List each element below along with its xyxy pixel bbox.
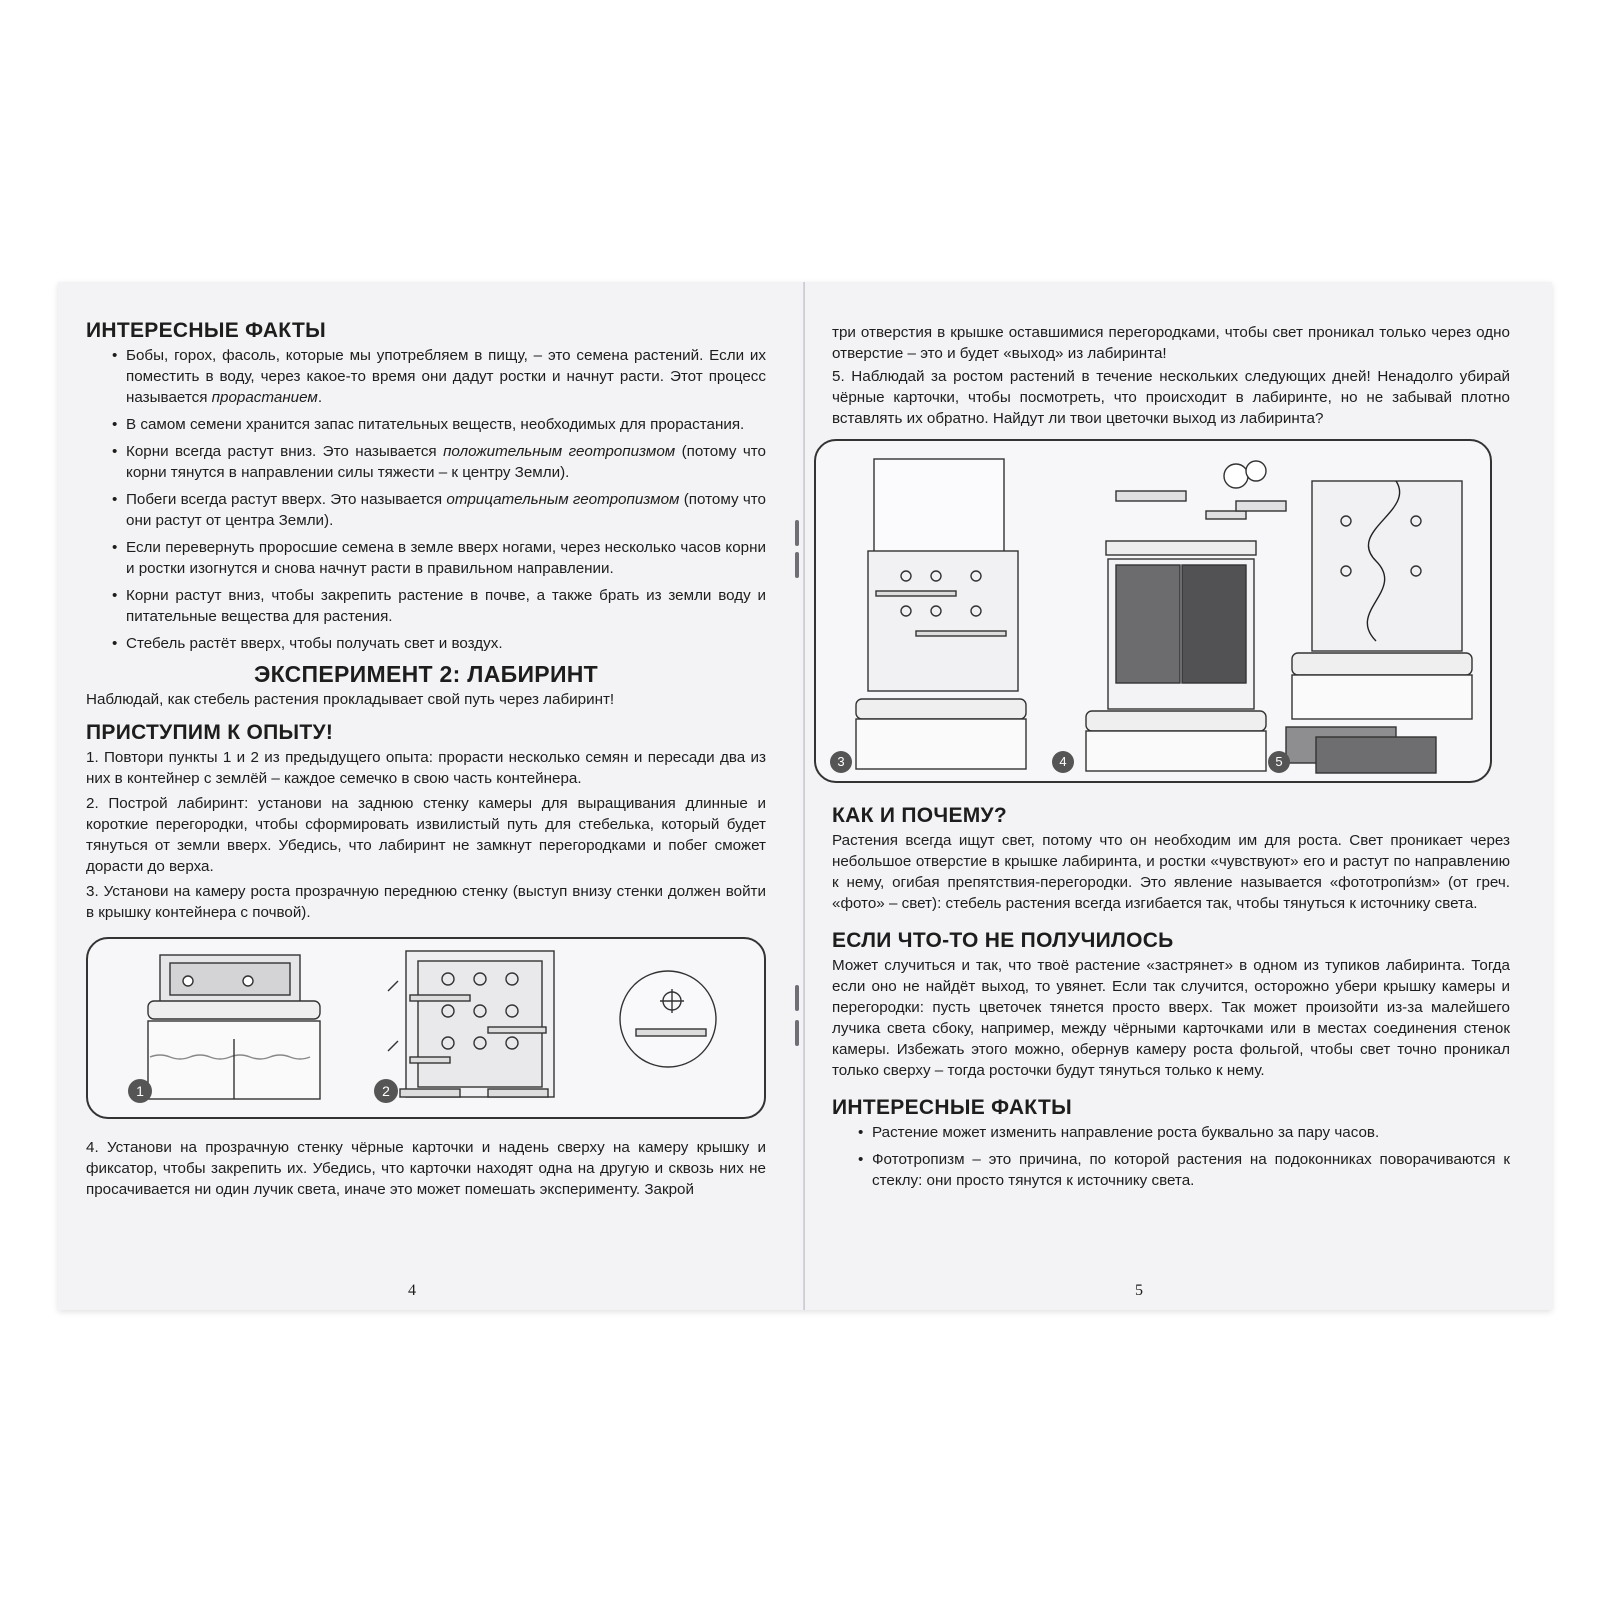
experiment-intro: Наблюдай, как стебель растения прокладывает свой путь через лабиринт! — [86, 691, 615, 708]
staple — [795, 552, 799, 578]
step-3: 3. Установи на камеру роста прозрачную переднюю стенку (выступ внизу стенки должен войти в крышку контейнера с почвой). — [86, 883, 766, 921]
list-item: • В самом семени хранится запас питательных веществ, необходимых для прорастания. — [126, 414, 766, 435]
staple — [795, 985, 799, 1011]
step-5: 5. Наблюдай за ростом растений в течение нескольких следующих дней! Ненадолго убирай чёрные карточки, чтобы посмотреть, что происходит в лабиринте, но не забывай плотно вставлять их обратно. Найдут ли твои цветочки выход из лабиринта? — [832, 368, 1510, 427]
start-heading: ПРИСТУПИМ К ОПЫТУ! — [86, 721, 334, 744]
facts-list-right — [832, 1122, 1510, 1191]
figure-number-badge: 4 — [1052, 751, 1074, 773]
assembly-illustration-1-2 — [88, 939, 768, 1117]
step-1: 1. Повтори пункты 1 и 2 из предыдущего опыта: прорасти несколько семян и пересади два из них в контейнер с землёй – каждое семечко в свою часть контейнера. — [86, 749, 766, 787]
fail-heading: ЕСЛИ ЧТО-ТО НЕ ПОЛУЧИЛОСЬ — [832, 929, 1174, 952]
how-heading: КАК И ПОЧЕМУ? — [832, 804, 1008, 827]
figure-number-badge: 5 — [1268, 751, 1290, 773]
assembly-illustration-3-5 — [816, 441, 1494, 781]
step-4: 4. Установи на прозрачную стенку чёрные карточки и надень сверху на камеру крышку и фиксатор, чтобы закрепить их. Убедись, что карточки находят одна на другую и сквозь них не просачивается ни один лучик света, иначе это может помешать эксперименту. Закрой — [86, 1139, 766, 1198]
list-item: • Побеги всегда растут вверх. Это называется отрицательным геотропизмом (потому что они растут от центра Земли). — [126, 489, 766, 531]
left-page — [86, 320, 766, 1200]
figure-steps-3-5 — [814, 439, 1492, 783]
staple — [795, 520, 799, 546]
facts-list — [86, 345, 766, 654]
list-item: • Фототропизм – это причина, по которой растения на подоконниках поворачиваются к стеклу: они просто тянутся к источнику света. — [872, 1149, 1510, 1191]
fail-text: Может случиться и так, что твоё растение «застрянет» в одном из тупиков лабиринта. Тогда если оно не найдёт выход, то увянет. Если так случится, осторожно убери крышку камеры и перегородки: пусть цветочек тянется просто вверх. Так может произойти из-за малейшего лучика света сбоку, например, между чёрными карточками или в местах соединения стенок камеры. Избежать этого можно, обернув камеру роста фольгой, чтобы свет точно проникал только сверху – тогда росточки будут тянуться только к нему. — [832, 957, 1510, 1079]
facts-heading: ИНТЕРЕСНЫЕ ФАКТЫ — [86, 319, 326, 342]
step-2: 2. Построй лабиринт: установи на заднюю стенку камеры для выращивания длинные и короткие перегородки, чтобы сформировать извилистый путь для стебелька, который будет тянуться от земли вверх. Убедись, что лабиринт не замкнут перегородками и побег сможет дорасти до верха. — [86, 795, 766, 875]
figure-steps-1-2 — [86, 937, 766, 1119]
figure-number-badge: 2 — [374, 1079, 398, 1103]
right-page — [832, 322, 1510, 1197]
booklet-fold — [803, 282, 805, 1310]
page-number: 5 — [1135, 1282, 1143, 1299]
page-number: 4 — [408, 1282, 416, 1299]
list-item: • Стебель растёт вверх, чтобы получать свет и воздух. — [126, 633, 766, 654]
step-continuation: три отверстия в крышке оставшимися перегородками, чтобы свет проникал только через одно отверстие – это и будет «выход» из лабиринта! — [832, 324, 1510, 362]
list-item: • Если перевернуть проросшие семена в земле вверх ногами, через несколько часов корни и ростки изогнутся и снова начнут расти в правильном направлении. — [126, 537, 766, 579]
list-item: • Корни всегда растут вниз. Это называется положительным геотропизмом (потому что корни тянутся в направлении силы тяжести – к центру Земли). — [126, 441, 766, 483]
figure-number-badge: 1 — [128, 1079, 152, 1103]
list-item: • Корни растут вниз, чтобы закрепить растение в почве, а также брать из земли воду и питательные вещества для растения. — [126, 585, 766, 627]
figure-number-badge: 3 — [830, 751, 852, 773]
staple — [795, 1020, 799, 1046]
experiment-title: ЭКСПЕРИМЕНТ 2: ЛАБИРИНТ — [253, 661, 599, 687]
list-item: • Растение может изменить направление роста буквально за пару часов. — [872, 1122, 1510, 1143]
facts-heading-right: ИНТЕРЕСНЫЕ ФАКТЫ — [832, 1096, 1072, 1119]
how-text: Растения всегда ищут свет, потому что он необходим им для роста. Свет проникает через небольшое отверстие в крышке лабиринта, и ростки «чувствуют» его и растут по направлению к нему, огибая препятствия-перегородки. Это явление называется «фототропи́зм» (от греч. «фото» – свет): стебель растения всегда изгибается так, чтобы тянуться к источнику света. — [832, 832, 1510, 912]
list-item: • Бобы, горох, фасоль, которые мы употребляем в пищу, – это семена растений. Если их поместить в воду, через какое-то время они дадут ростки и начнут расти. Этот процесс называется прорастанием. — [126, 345, 766, 408]
